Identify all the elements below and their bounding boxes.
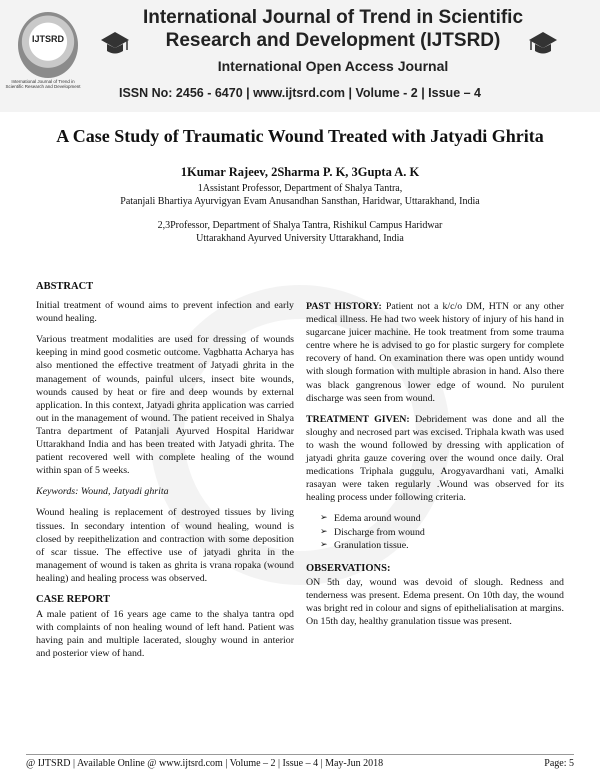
- affiliation-1-line2: Patanjali Bhartiya Ayurvigyan Evam Anusandhan Sansthan, Haridwar, Uttarakhand, India: [120, 196, 480, 207]
- right-column: [306, 300, 564, 636]
- left-column: [36, 280, 294, 668]
- authors: 1Kumar Rajeev, 2Sharma P. K, 3Gupta A. K: [180, 165, 420, 179]
- affiliation-1-line1: 1Assistant Professor, Department of Shalya Tantra,: [197, 183, 403, 194]
- logo-caption: International Journal of Trend in Scientific Research and Development: [5, 79, 81, 89]
- keywords: Keywords: Wound, Jatyadi ghrita: [36, 486, 169, 498]
- intro-paragraph: Wound healing is replacement of destroyed tissues by living tissues. In secondary intention of wound healing, wound is closed by reepithelization and contraction with some deposition of scar tissue. The effective use of jatyadi ghrita in the management of wound is taken as ghrita is vrana ropaka (wound healing) and healing process was observed.: [36, 507, 294, 584]
- paper-title: A Case Study of Traumatic Wound Treated with Jatyadi Ghrita: [56, 126, 544, 146]
- graduation-cap-icon: [100, 30, 130, 58]
- page-number: Page: 5: [544, 758, 574, 769]
- journal-header: [0, 0, 600, 112]
- past-history-paragraph: [306, 300, 564, 405]
- treatment-paragraph: [306, 413, 564, 505]
- abstract-paragraph-1: Initial treatment of wound aims to prevent infection and early wound healing.: [36, 300, 294, 325]
- affiliation-2-line2: Uttarakhand Ayurved University Uttarakhand, India: [196, 233, 404, 244]
- past-history-text: Patient not a k/c/o DM, HTN or any other medical illness. He had two week history of injury of his hand in sugarcane juicer machine. He took treatment from some trauma centre where he is advised to go for plastic surgery for complete recovery of hand. On examination there was open untidy wound with slough formation with multiple abrasion in hand. Also there was black gangrenous lower edge of wound. No purulent discharge was seen from wound.: [306, 301, 564, 404]
- past-history-heading: PAST HISTORY:: [306, 301, 382, 312]
- abstract-heading: ABSTRACT: [36, 281, 94, 292]
- list-item: ➢ Edema around wound: [320, 512, 564, 525]
- graduation-cap-icon: [528, 30, 558, 58]
- issn-line: ISSN No: 2456 - 6470 | www.ijtsrd.com | Volume - 2 | Issue – 4: [118, 86, 481, 100]
- logo-text: IJTSRD: [31, 34, 64, 44]
- affiliation-2-line1: 2,3Professor, Department of Shalya Tantra, Rishikul Campus Haridwar: [157, 220, 443, 231]
- affiliation-2: [0, 219, 600, 245]
- observations-paragraph: ON 5th day, wound was devoid of slough. Redness and tenderness was present. Edema present. On 10th day, the wound was bright red in colour and signs of epithelialisation at margins. On 15th day, healthy granulation tissue was present.: [306, 576, 564, 628]
- treatment-heading: TREATMENT GIVEN:: [306, 413, 410, 425]
- treatment-text: Debridement was done and all the sloughy and necrosed part was excised. Triphala kwath was used to wash the wound followed by dressing with application of jatyadi ghrita gauze covering over the wound once daily. Oral medications Triphala guggulu, Arogyavardhani vati, Amalki rasayan were taken regularly .Wound was observed for its healing process under following criteria.: [306, 413, 564, 504]
- affiliation-1: [0, 182, 600, 208]
- case-report-paragraph: A male patient of 16 years age came to the shalya tantra opd with complaints of non healing wound of left hand. Patient was having pain and multiple lacerated, sloughy wound in anterior and posterior view of hand.: [36, 609, 294, 660]
- journal-subtitle: International Open Access Journal: [217, 58, 449, 74]
- list-item: ➢ Granulation tissue.: [320, 539, 564, 552]
- abstract-paragraph-2: Various treatment modalities are used for dressing of wounds keeping in mind good cosmetic outcome. Vagbhatta Acharya has also mentioned the effective treatment of Jatyadi ghrita in the management of wounds, painful ulcers, insect bite wounds, wounds caused by heat or fire and deep wounds by external application. In this context, Jatyadi ghrita application was carried out in the management of wound. The patient received in Shalya Tantra department of Patanjali Ayurved Hospital Haridwar Uttarakhand India and has been treated with Jatyadi ghrita. The patient recovered well with complete healing of the wound within span of 5 weeks.: [36, 334, 294, 477]
- journal-title-line2: Research and Development (IJTSRD): [165, 30, 501, 51]
- page-footer: [26, 754, 574, 769]
- footer-citation: @ IJTSRD | Available Online @ www.ijtsrd.com | Volume – 2 | Issue – 4 | May-Jun 2018: [26, 758, 384, 769]
- criteria-list: [320, 512, 564, 551]
- journal-logo: [18, 12, 78, 78]
- journal-title: [140, 6, 526, 52]
- list-item: ➢ Discharge from wound: [320, 526, 564, 539]
- journal-title-line1: International Journal of Trend in Scientific: [142, 7, 524, 28]
- observations-heading: OBSERVATIONS:: [306, 562, 391, 574]
- case-report-heading: CASE REPORT: [36, 593, 111, 605]
